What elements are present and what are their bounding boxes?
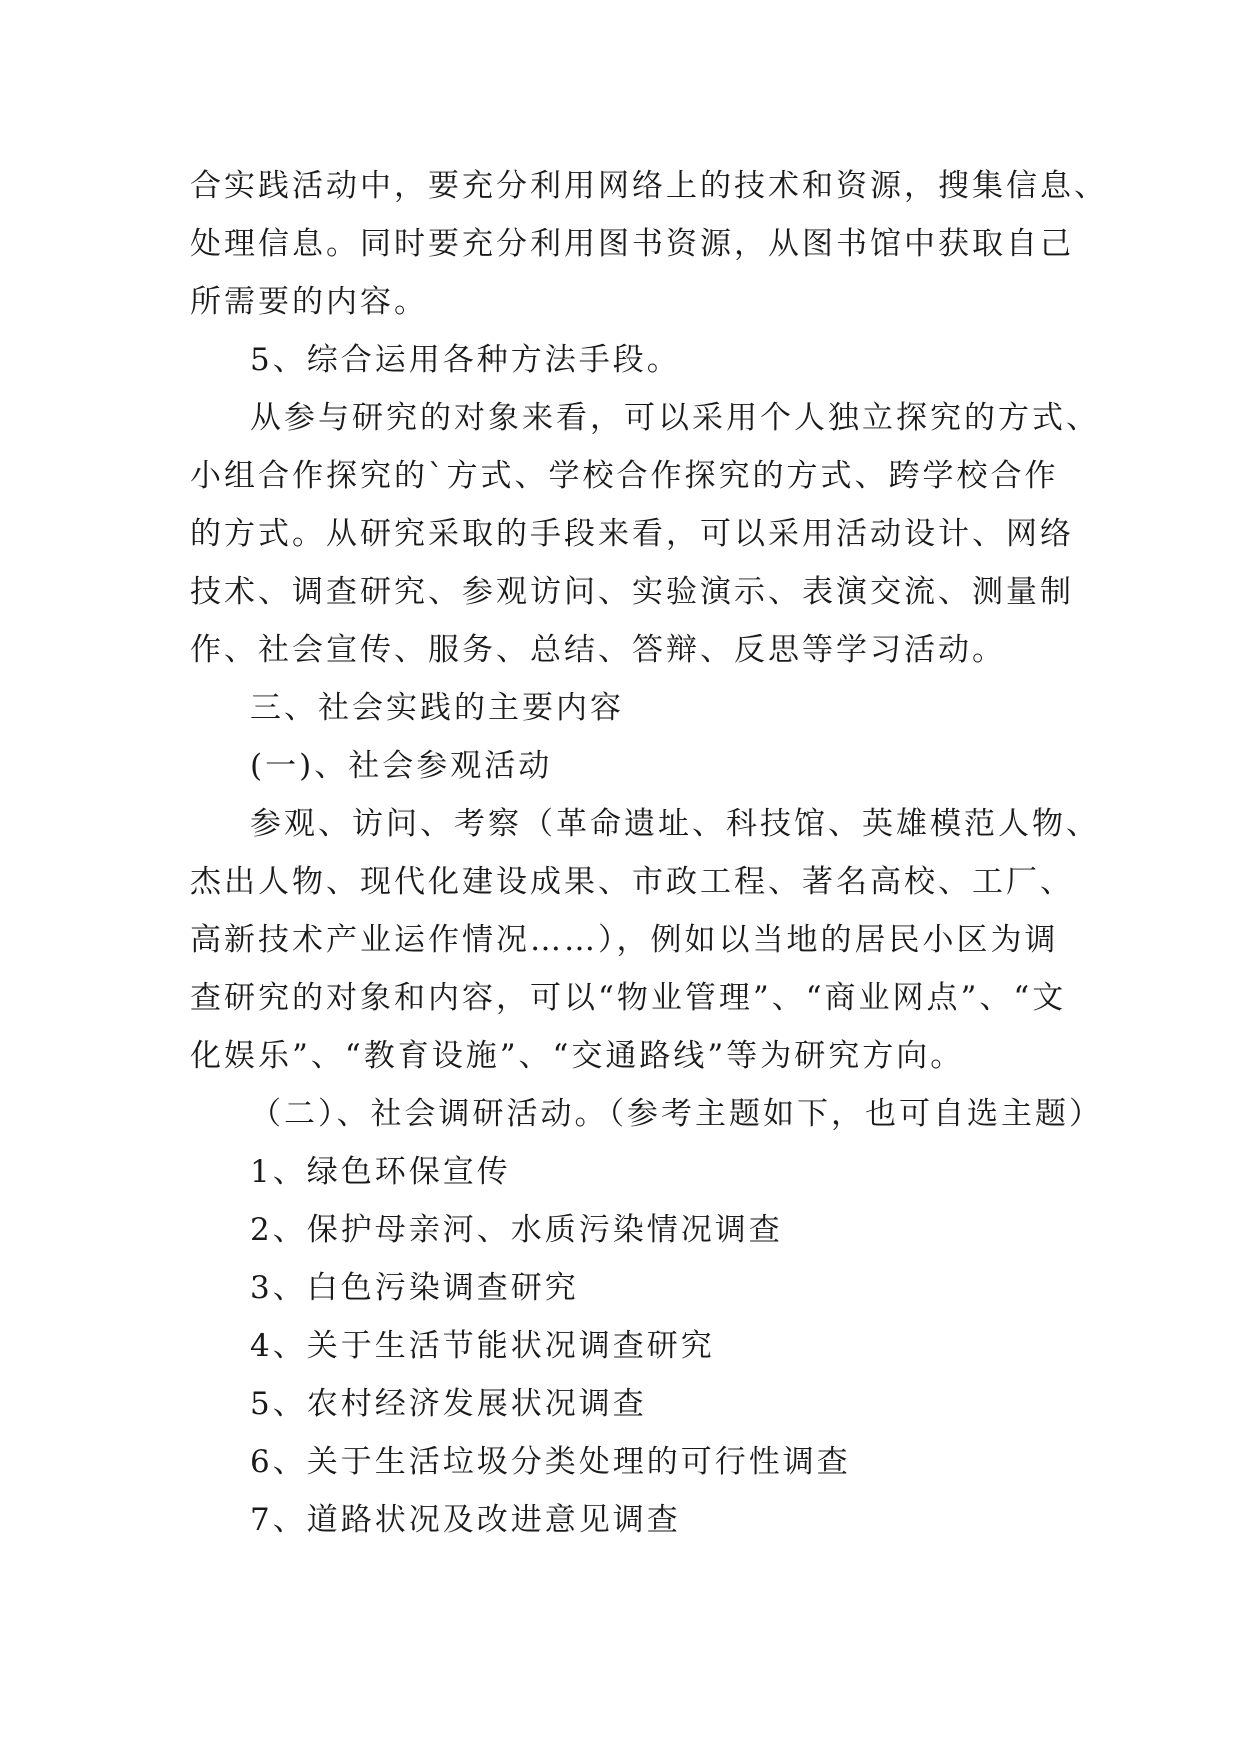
paragraph-line: 小组合作探究的`方式、学校合作探究的方式、跨学校合作 [190, 458, 1059, 494]
paragraph-line: 技术、调查研究、参观访问、实验演示、表演交流、测量制 [190, 574, 1074, 610]
paragraph-line: 高新技术产业运作情况……），例如以当地的居民小区为调 [190, 922, 1059, 958]
paragraph-line: 作、社会宣传、服务、总结、答辩、反思等学习活动。 [190, 632, 1006, 668]
paragraph-line: 杰出人物、现代化建设成果、市政工程、著名高校、工厂、 [190, 864, 1074, 900]
list-item: 1、绿色环保宣传 [250, 1154, 511, 1190]
paragraph-line: 从参与研究的对象来看，可以采用个人独立探究的方式、 [250, 400, 1100, 436]
paragraph-line: 查研究的对象和内容，可以“物业管理”、“商业网点”、“文 [190, 980, 1067, 1016]
list-item: 3、白色污染调查研究 [250, 1270, 579, 1306]
paragraph-line: 合实践活动中，要充分利用网络上的技术和资源，搜集信息、 [190, 168, 1108, 204]
paragraph-line: 参观、访问、考察（革命遗址、科技馆、英雄模范人物、 [250, 806, 1100, 842]
document-body [190, 157, 1108, 1549]
subsection-heading: （二）、社会调研活动。（参考主题如下，也可自选主题） [250, 1096, 1103, 1132]
list-item: 5、综合运用各种方法手段。 [250, 342, 681, 378]
list-item: 4、关于生活节能状况调查研究 [250, 1328, 715, 1364]
subsection-heading: (一)、社会参观活动 [250, 748, 553, 784]
paragraph-line: 化娱乐”、“教育设施”、“交通路线”等为研究方向。 [190, 1038, 965, 1074]
list-item: 6、关于生活垃圾分类处理的可行性调查 [250, 1444, 851, 1480]
paragraph-line: 所需要的内容。 [190, 284, 428, 320]
paragraph-line: 的方式。从研究采取的手段来看，可以采用活动设计、网络 [190, 516, 1074, 552]
section-heading: 三、社会实践的主要内容 [250, 690, 624, 726]
list-item: 7、道路状况及改进意见调查 [250, 1502, 681, 1538]
paragraph-line: 处理信息。同时要充分利用图书资源，从图书馆中获取自己 [190, 226, 1074, 262]
list-item: 2、保护母亲河、水质污染情况调查 [250, 1212, 783, 1248]
list-item: 5、农村经济发展状况调查 [250, 1386, 647, 1422]
